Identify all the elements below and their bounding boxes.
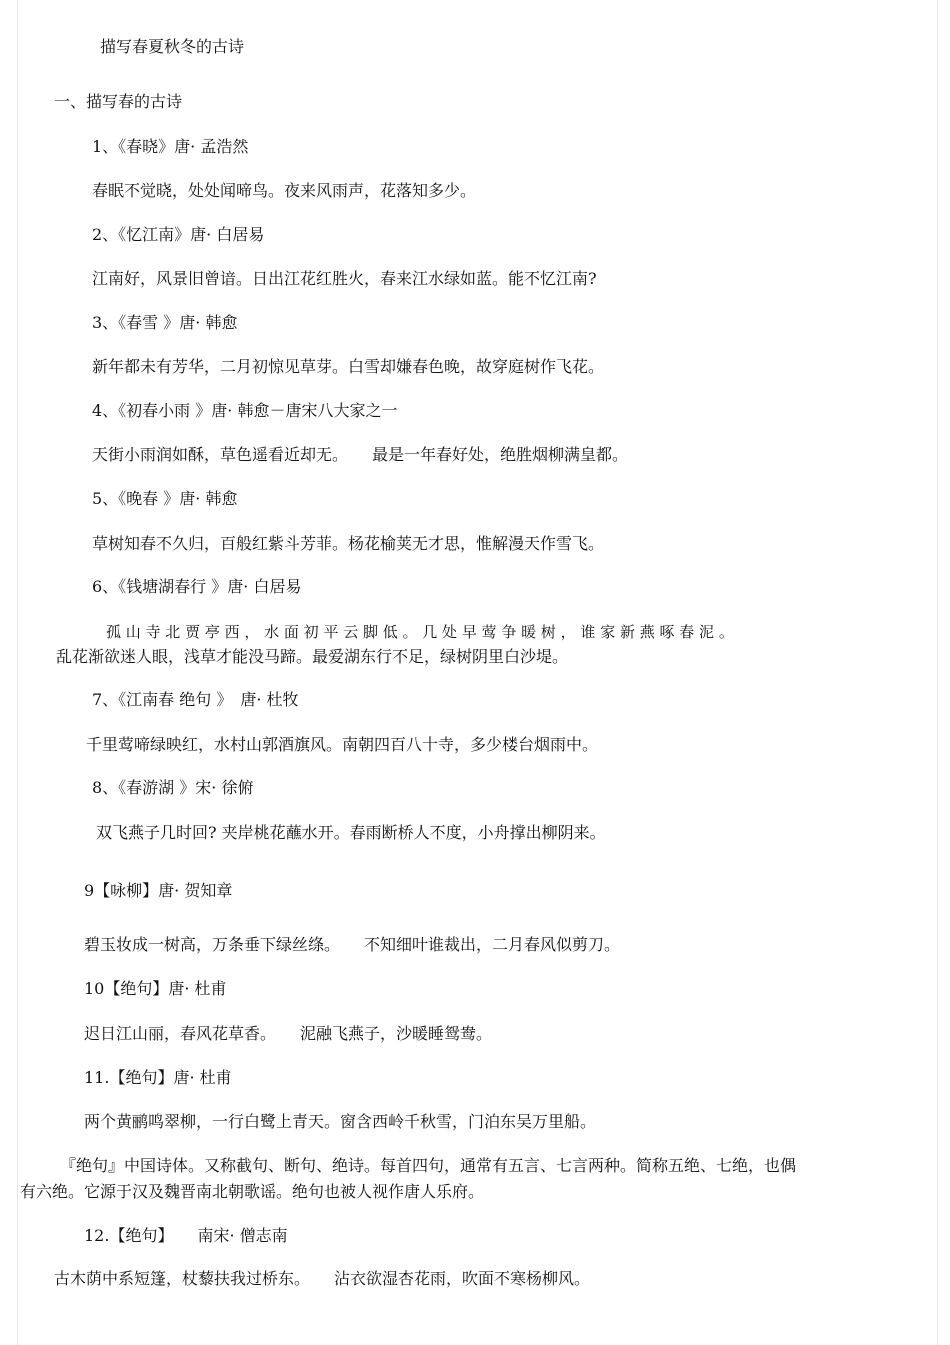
page-edge-left bbox=[17, 0, 18, 1345]
poem-text-6-line1: 孤 山 寺 北 贾 亭 西 ， 水 面 初 平 云 脚 低 。 几 处 早 莺 争 暖 树 ， 谁 家 新 燕 啄 春 泥 。 bbox=[106, 623, 734, 641]
note-line-2: 有六绝。它源于汉及魏晋南北朝歌谣。绝句也被人视作唐人乐府。 bbox=[20, 1182, 485, 1201]
poem-heading-5: 5、《晚春 》唐· 韩愈 bbox=[92, 489, 238, 508]
poem-heading-2: 2、《忆江南》唐· 白居易 bbox=[92, 225, 265, 244]
poem-heading-7: 7、《江南春 绝句 》 唐· 杜牧 bbox=[92, 690, 299, 709]
poem-text-1: 春眠不觉晓，处处闻啼鸟。夜来风雨声，花落知多少。 bbox=[92, 181, 477, 200]
poem-text-7: 千里莺啼绿映红，水村山郭酒旗风。南朝四百八十寺，多少楼台烟雨中。 bbox=[86, 735, 599, 754]
page-edge-right bbox=[937, 0, 938, 1345]
poem-text-2: 江南好，风景旧曾谙。日出江花红胜火，春来江水绿如蓝。能不忆江南? bbox=[92, 269, 597, 288]
poem-heading-4: 4、《初春小雨 》唐· 韩愈－唐宋八大家之一 bbox=[92, 401, 398, 420]
note-line-1: 『绝句』中国诗体。又称截句、断句、绝诗。每首四句，通常有五言、七言两种。简称五绝、七绝，也偶 bbox=[60, 1156, 797, 1175]
section-heading: 一、描写春的古诗 bbox=[54, 92, 183, 111]
poem-text-3: 新年都未有芳华，二月初惊见草芽。白雪却嫌春色晚，故穿庭树作飞花。 bbox=[92, 357, 605, 376]
poem-heading-10: 10【绝句】唐· 杜甫 bbox=[84, 979, 227, 998]
poem-heading-12: 12.【绝句】 南宋· 僧志南 bbox=[84, 1226, 288, 1245]
poem-text-8: 双飞燕子几时回? 夹岸桃花蘸水开。春雨断桥人不度，小舟撑出柳阴来。 bbox=[96, 823, 606, 842]
poem-text-9: 碧玉妆成一树高，万条垂下绿丝绦。 不知细叶谁裁出，二月春风似剪刀。 bbox=[84, 935, 621, 954]
poem-text-5: 草树知春不久归，百般红紫斗芳菲。杨花榆荚无才思，惟解漫天作雪飞。 bbox=[92, 534, 605, 553]
poem-text-6-line2: 乱花渐欲迷人眼，浅草才能没马蹄。最爱湖东行不足，绿树阴里白沙堤。 bbox=[56, 647, 569, 666]
poem-text-11: 两个黄鹂鸣翠柳，一行白鹭上青天。窗含西岭千秋雪，门泊东吴万里船。 bbox=[84, 1112, 597, 1131]
poem-text-12: 古木荫中系短篷，杖藜扶我过桥东。 沾衣欲湿杏花雨，吹面不寒杨柳风。 bbox=[54, 1269, 591, 1288]
poem-text-10: 迟日江山丽，春风花草香。 泥融飞燕子，沙暖睡鸳鸯。 bbox=[84, 1024, 493, 1043]
poem-heading-9: 9【咏柳】唐· 贺知章 bbox=[84, 881, 233, 900]
poem-heading-6: 6、《钱塘湖春行 》唐· 白居易 bbox=[92, 577, 302, 596]
poem-text-4: 天街小雨润如酥，草色遥看近却无。 最是一年春好处，绝胜烟柳满皇都。 bbox=[92, 445, 629, 464]
poem-heading-1: 1、《春晓》唐· 孟浩然 bbox=[92, 137, 249, 156]
poem-heading-8: 8、《春游湖 》宋· 徐俯 bbox=[92, 778, 254, 797]
poem-heading-11: 11.【绝句】唐· 杜甫 bbox=[84, 1068, 232, 1087]
document-title: 描写春夏秋冬的古诗 bbox=[100, 37, 245, 56]
poem-heading-3: 3、《春雪 》唐· 韩愈 bbox=[92, 313, 238, 332]
